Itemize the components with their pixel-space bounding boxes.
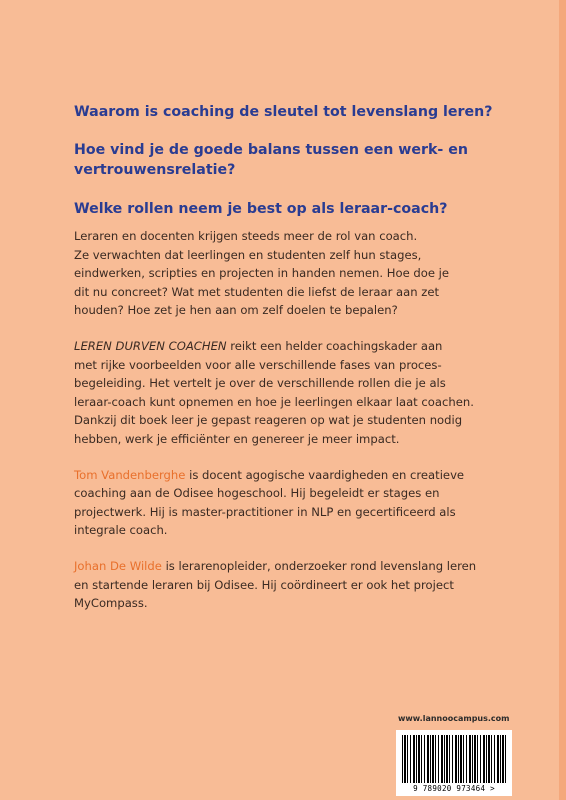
publisher-website[interactable]: www.lannoocampus.com	[398, 714, 510, 723]
question-3: Welke rollen neem je best op als leraar-coach?	[74, 201, 448, 217]
barcode	[396, 730, 512, 796]
questions-block	[74, 102, 514, 237]
author-2-bio: is lerarenopleider, onderzoeker rond levenslang leren en startende leraren bij Odisee. Hij coördineert er ook het project MyCompass.	[74, 558, 477, 611]
author-2-paragraph	[74, 557, 524, 613]
author-2-name: Johan De Wilde	[74, 558, 162, 573]
question-1: Waarom is coaching de sleutel tot levenslang leren?	[74, 104, 493, 120]
cover-edge-strip	[559, 0, 566, 800]
question-2: Hoe vind je de goede balans tussen een werk- en vertrouwensrelatie?	[74, 142, 468, 178]
author-1-bio: is docent agogische vaardigheden en creatieve coaching aan de Odisee hogeschool. Hij begeleidt er stages en projectwerk. Hij is master-practitioner in NLP en gecertificeerd als integrale coach.	[74, 467, 465, 538]
book-title: LEREN DURVEN COACHEN	[74, 338, 227, 353]
book-paragraph	[74, 337, 524, 449]
barcode-bars	[402, 735, 506, 783]
isbn-number: 9 789020 973464 >	[413, 784, 495, 793]
book-description: reikt een helder coachingskader aan met rijke voorbeelden voor alle verschillende fases van proces- begeleiding. Het vertelt je over de verschillende rollen die je als leraar-coach kunt opnemen en hoe je leerlingen elkaar laat coachen. Dankzij dit boek leer je gepast reageren op wat je studenten nodig hebben, werk je efficiënter en genereer je meer impact.	[74, 338, 474, 446]
intro-paragraph: Leraren en docenten krijgen steeds meer de rol van coach. Ze verwachten dat leerlingen en studenten zelf hun stages, eindwerken, scripties en projecten in handen nemen. Hoe doe je dit nu concreet? Wat met studenten die liefst de leraar aan zet houden? Hoe zet je hen aan om zelf doelen te bepalen?	[74, 229, 450, 318]
author-1-name: Tom Vandenberghe	[74, 467, 186, 482]
back-cover-text	[74, 227, 524, 630]
author-1-paragraph	[74, 466, 524, 540]
